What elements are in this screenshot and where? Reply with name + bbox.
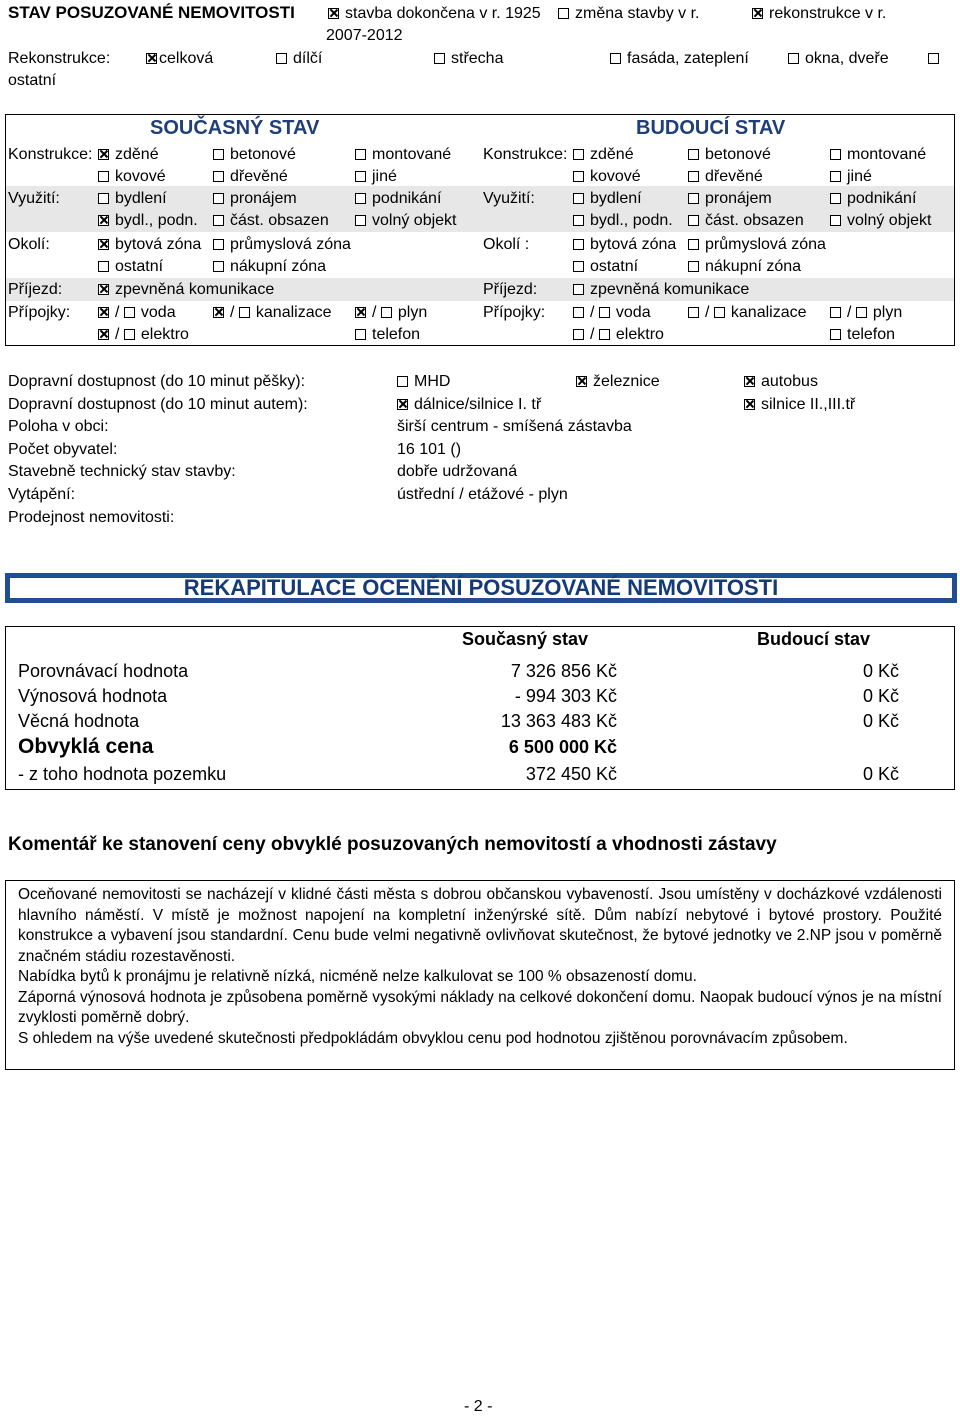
checkbox-empty-icon <box>714 307 725 318</box>
checkbox-empty-icon <box>688 193 699 204</box>
checkbox-empty-icon <box>213 239 224 250</box>
current-k-zdene: zděné <box>98 146 159 164</box>
stav-stavby-label: Stavebně technický stav stavby: <box>8 463 236 480</box>
checkbox-empty-icon <box>355 215 366 226</box>
checkbox-empty-icon <box>573 307 584 318</box>
checkbox-empty-icon <box>213 171 224 182</box>
checkbox-empty-icon <box>213 215 224 226</box>
rekonstrukce-years: 2007-2012 <box>326 27 403 44</box>
current-v-podnikani: podnikání <box>355 190 441 208</box>
future-o-prumyslova: průmyslová zóna <box>688 236 826 254</box>
poloha-value: širší centrum - smíšená zástavba <box>397 418 632 435</box>
checkbox-empty-icon <box>599 329 610 340</box>
checkbox-empty-icon <box>830 215 841 226</box>
future-pr-telefon: telefon <box>830 326 895 344</box>
checkbox-empty-icon <box>688 149 699 160</box>
future-k-jine: jiné <box>830 168 872 186</box>
current-o-ostatni: ostatní <box>98 258 163 276</box>
current-v-cast-obsazen: část. obsazen <box>213 212 329 230</box>
checkbox-empty-icon <box>355 193 366 204</box>
option-stavba-dokoncena: stavba dokončena v r. 1925 <box>328 5 541 23</box>
option-rekonstrukce: rekonstrukce v r. <box>752 5 886 23</box>
checkbox-empty-icon <box>355 171 366 182</box>
recap-row-label: Věcná hodnota <box>18 711 140 731</box>
recap-row-current: 13 363 483 Kč <box>500 711 617 731</box>
future-k-drevene: dřevěné <box>688 168 763 186</box>
current-k-jine: jiné <box>355 168 397 186</box>
option-zmena-stavby: změna stavby v r. <box>558 5 700 23</box>
recap-row-label: Porovnávací hodnota <box>18 661 189 681</box>
checkbox-empty-icon <box>610 53 621 64</box>
checkbox-empty-icon <box>573 239 584 250</box>
checkbox-checked-icon <box>98 307 109 318</box>
dostupnost-autem-label: Dopravní dostupnost (do 10 minut autem): <box>8 396 308 413</box>
option-rekon-strecha: střecha <box>434 50 503 68</box>
dostupnost-pesky-label: Dopravní dostupnost (do 10 minut pěšky): <box>8 373 306 390</box>
checkbox-empty-icon <box>688 261 699 272</box>
future-k-montovane: montované <box>830 146 926 164</box>
future-k-zdene: zděné <box>573 146 634 164</box>
checkbox-checked-icon <box>146 53 157 64</box>
checkbox-empty-icon <box>355 149 366 160</box>
stav-stavby-value: dobře udržovaná <box>397 463 518 480</box>
future-pr-voda: / voda <box>573 304 651 322</box>
checkbox-checked-icon <box>328 8 339 19</box>
current-v-pronajem: pronájem <box>213 190 297 208</box>
recap-row-current-obvykla-cena: 6 500 000 Kč <box>508 737 617 757</box>
checkbox-empty-icon <box>213 193 224 204</box>
future-k-kovove: kovové <box>573 168 641 186</box>
future-v-pronajem: pronájem <box>688 190 772 208</box>
future-okoli-label: Okolí : <box>483 236 530 253</box>
current-k-montovane: montované <box>355 146 451 164</box>
checkbox-empty-icon <box>573 329 584 340</box>
checkbox-empty-icon <box>98 171 109 182</box>
future-pripojky-label: Přípojky: <box>483 304 546 321</box>
future-vyuziti-label: Využití: <box>483 190 535 207</box>
option-zeleznice: železnice <box>576 373 660 391</box>
option-rekon-okna: okna, dveře <box>788 50 889 68</box>
checkbox-empty-icon <box>573 193 584 204</box>
current-o-bytova: bytová zóna <box>98 236 201 254</box>
checkbox-empty-icon <box>928 53 939 64</box>
poloha-label: Poloha v obci: <box>8 418 109 435</box>
future-pr-plyn: / plyn <box>830 304 902 322</box>
checkbox-empty-icon <box>599 307 610 318</box>
checkbox-checked-icon <box>752 8 763 19</box>
current-okoli-label: Okolí: <box>8 236 50 253</box>
checkbox-empty-icon <box>397 376 408 387</box>
checkbox-empty-icon <box>573 215 584 226</box>
option-autobus: autobus <box>744 373 818 391</box>
recap-col-current: Současný stav <box>462 629 589 649</box>
future-v-volny: volný objekt <box>830 212 932 230</box>
current-vyuziti-label: Využití: <box>8 190 60 207</box>
future-state-title: BUDOUCÍ STAV <box>636 117 786 139</box>
option-dalnice: dálnice/silnice I. tř <box>397 396 541 414</box>
future-v-bydl-podn: bydl., podn. <box>573 212 673 230</box>
checkbox-empty-icon <box>434 53 445 64</box>
future-k-betonove: betonové <box>688 146 771 164</box>
comment-heading: Komentář ke stanovení ceny obvyklé posuzovaných nemovitostí a vhodnosti zástavy <box>8 834 777 855</box>
current-pr-telefon: telefon <box>355 326 420 344</box>
page-number: - 2 - <box>464 1398 493 1415</box>
future-prijezd-label: Příjezd: <box>483 281 538 298</box>
current-state-title: SOUČASNÝ STAV <box>150 117 320 139</box>
vytapeni-value: ústřední / etážové - plyn <box>397 486 568 503</box>
checkbox-empty-icon <box>98 261 109 272</box>
rekonstrukce-label: Rekonstrukce: <box>8 50 111 67</box>
recap-col-future: Budoucí stav <box>757 629 871 649</box>
recap-banner-title: REKAPITULACE OCENĚNÍ POSUZOVANÉ NEMOVITOSTI <box>10 578 952 598</box>
checkbox-checked-icon <box>397 399 408 410</box>
future-v-cast-obsazen: část. obsazen <box>688 212 804 230</box>
future-o-nakupni: nákupní zóna <box>688 258 801 276</box>
page-title: STAV POSUZOVANÉ NEMOVITOSTI <box>8 3 295 22</box>
comment-paragraph: S ohledem na výše uvedené skutečnosti předpokládám obvyklou cenu pod hodnotou zjištěnou porovnávacím způsobem. <box>18 1029 848 1047</box>
checkbox-checked-icon <box>98 284 109 295</box>
current-pr-plyn: / plyn <box>355 304 427 322</box>
checkbox-empty-icon <box>355 329 366 340</box>
checkbox-empty-icon <box>213 149 224 160</box>
current-k-betonove: betonové <box>213 146 296 164</box>
option-rekon-fasada: fasáda, zateplení <box>610 50 749 68</box>
checkbox-empty-icon <box>124 307 135 318</box>
current-k-drevene: dřevěné <box>213 168 288 186</box>
recap-row-future: 0 Kč <box>862 764 899 784</box>
checkbox-checked-icon <box>355 307 366 318</box>
current-v-volny: volný objekt <box>355 212 457 230</box>
pocet-obyvatel-value: 16 101 () <box>397 441 462 458</box>
comment-paragraph: Nabídka bytů k pronájmu je relativně nízká, nicméně nelze kalkulovat se 100 % obsazeností domu. <box>18 968 697 985</box>
checkbox-empty-icon <box>573 171 584 182</box>
option-rekon-ostatni-label: ostatní <box>8 72 57 89</box>
future-v-bydleni: bydlení <box>573 190 642 208</box>
comment-text <box>18 885 942 1049</box>
checkbox-empty-icon <box>830 307 841 318</box>
current-prijezd-label: Příjezd: <box>8 281 63 298</box>
recap-row-current: 372 450 Kč <box>525 764 617 784</box>
checkbox-checked-icon <box>98 329 109 340</box>
checkbox-empty-icon <box>381 307 392 318</box>
recap-row-label-obvykla-cena: Obvyklá cena <box>18 735 154 758</box>
current-o-nakupni: nákupní zóna <box>213 258 326 276</box>
future-pr-kanalizace: / kanalizace <box>688 304 807 322</box>
checkbox-empty-icon <box>239 307 250 318</box>
checkbox-empty-icon <box>830 149 841 160</box>
future-o-bytova: bytová zóna <box>573 236 676 254</box>
current-o-prumyslova: průmyslová zóna <box>213 236 351 254</box>
recap-row-future: 0 Kč <box>862 661 899 681</box>
option-rekon-ostatni-box <box>928 50 945 68</box>
comment-paragraph: Záporná výnosová hodnota je způsobena poměrně vysokými náklady na celkové dokončení domu. Naopak budoucí výnos je na místní zvyklosti poměrně dobrý. <box>18 988 942 1026</box>
checkbox-checked-icon <box>213 307 224 318</box>
checkbox-empty-icon <box>98 193 109 204</box>
checkbox-empty-icon <box>788 53 799 64</box>
current-pr-elektro: / elektro <box>98 326 189 344</box>
current-konstrukce-label: Konstrukce: <box>8 146 93 163</box>
current-pripojky-label: Přípojky: <box>8 304 71 321</box>
checkbox-empty-icon <box>688 171 699 182</box>
checkbox-empty-icon <box>558 8 569 19</box>
recap-row-label: Výnosová hodnota <box>18 686 168 706</box>
recap-banner <box>5 573 957 603</box>
option-mhd: MHD <box>397 373 450 391</box>
checkbox-empty-icon <box>856 307 867 318</box>
recap-row-current: 7 326 856 Kč <box>510 661 617 681</box>
recap-row-future: 0 Kč <box>862 686 899 706</box>
checkbox-checked-icon <box>576 376 587 387</box>
checkbox-empty-icon <box>830 193 841 204</box>
checkbox-empty-icon <box>573 284 584 295</box>
checkbox-checked-icon <box>98 215 109 226</box>
comment-paragraph: Oceňované nemovitosti se nacházejí v klidné části města s dobrou občanskou vybaveností. Jsou umístěny v docházkové vzdálenosti hlavního náměstí. V místě je možnost napojení na kompletní inženýrské sítě. Dům nabízí nebytové i bytové prostory. Použité konstrukce a vybavení jsou standardní. Cenu bude velmi negativně ovlivňovat skutečnost, že bytové jednotky ve 2.NP jsou v poměrně značném stádiu rozestavěnosti. <box>18 886 942 965</box>
pocet-obyvatel-label: Počet obyvatel: <box>8 441 118 458</box>
checkbox-empty-icon <box>573 261 584 272</box>
checkbox-empty-icon <box>276 53 287 64</box>
recap-row-future: 0 Kč <box>862 711 899 731</box>
checkbox-empty-icon <box>213 261 224 272</box>
current-v-bydl-podn: bydl., podn. <box>98 212 198 230</box>
vytapeni-label: Vytápění: <box>8 486 76 503</box>
checkbox-checked-icon <box>744 399 755 410</box>
future-v-podnikani: podnikání <box>830 190 916 208</box>
future-konstrukce-label: Konstrukce: <box>483 146 568 163</box>
current-pr-kanalizace: / kanalizace <box>213 304 332 322</box>
current-k-kovove: kovové <box>98 168 166 186</box>
checkbox-empty-icon <box>688 239 699 250</box>
current-v-bydleni: bydlení <box>98 190 167 208</box>
checkbox-empty-icon <box>688 307 699 318</box>
future-p-zpevnena: zpevněná komunikace <box>573 281 749 299</box>
checkbox-empty-icon <box>573 149 584 160</box>
prodejnost-label: Prodejnost nemovitosti: <box>8 509 175 526</box>
checkbox-empty-icon <box>830 329 841 340</box>
checkbox-empty-icon <box>830 171 841 182</box>
checkbox-empty-icon <box>688 215 699 226</box>
future-o-ostatni: ostatní <box>573 258 638 276</box>
recap-row-label: - z toho hodnota pozemku <box>18 764 227 784</box>
future-pr-elektro: / elektro <box>573 326 664 344</box>
option-rekon-dilci: dílčí <box>276 50 322 68</box>
current-p-zpevnena: zpevněná komunikace <box>98 281 274 299</box>
option-silnice: silnice II.,III.tř <box>744 396 855 414</box>
checkbox-checked-icon <box>744 376 755 387</box>
checkbox-checked-icon <box>98 239 109 250</box>
current-pr-voda: / voda <box>98 304 176 322</box>
checkbox-empty-icon <box>124 329 135 340</box>
recap-row-current: - 994 303 Kč <box>514 686 617 706</box>
option-rekon-celkova: celková <box>146 50 213 68</box>
checkbox-checked-icon <box>98 149 109 160</box>
